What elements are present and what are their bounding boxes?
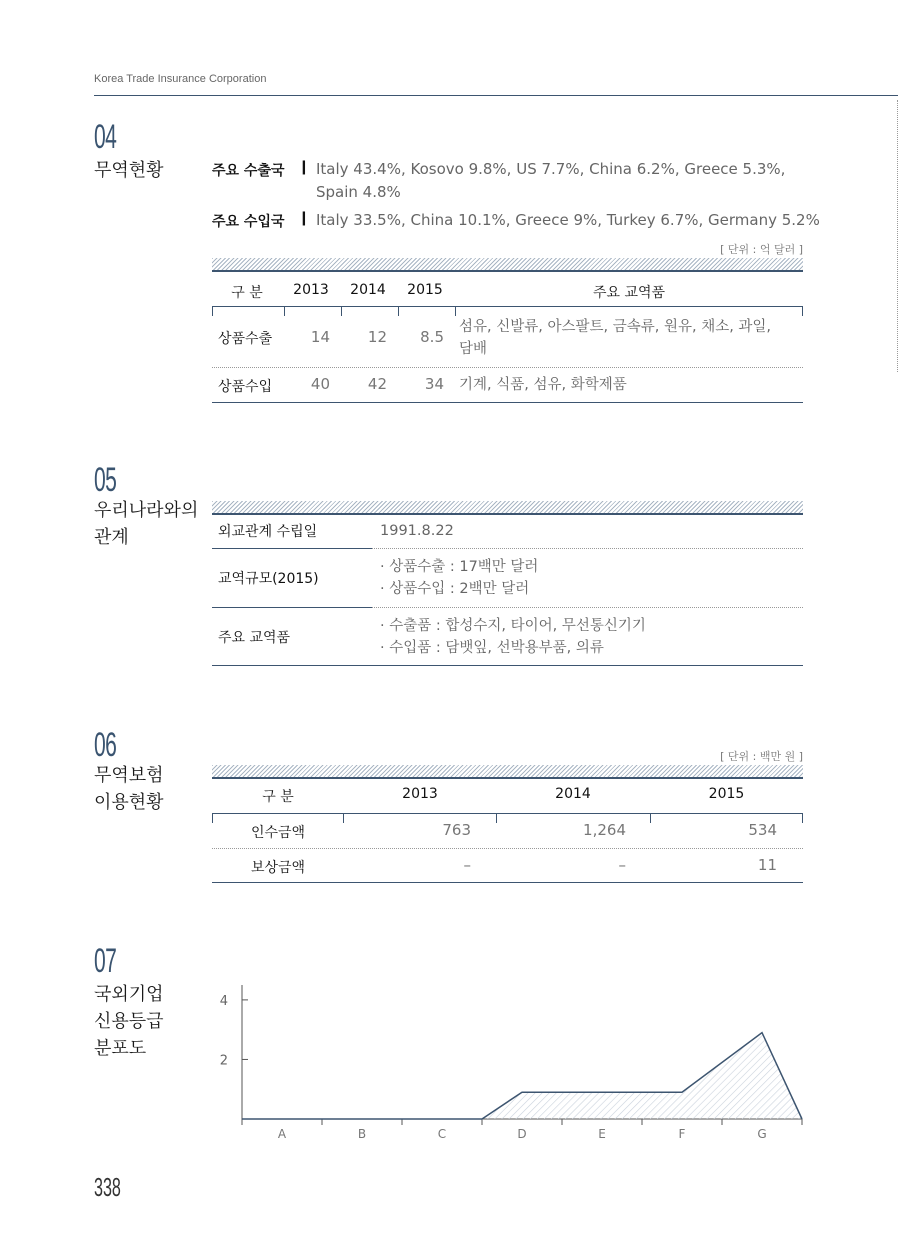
y-tick-label: 4 [219,993,228,1009]
row-divider [372,548,803,549]
trade-tick [802,306,803,316]
trade-tick [212,306,213,316]
trade-col-header-2013: 2013 [293,282,329,298]
label-divider [212,607,372,608]
s04-unit: [ 단위 : 억 달러 ] [720,243,803,256]
section-05-title-line2: 관계 [94,527,129,548]
relations-row-label: 주요 교역품 [218,630,291,646]
section-06-title-line2: 이용현황 [94,792,164,813]
y-tick-label: 2 [219,1053,228,1069]
ins-col-header-category: 구 분 [262,789,294,805]
x-tick-label: E [598,1127,606,1141]
relations-hatch [212,501,803,513]
trade-value: 34 [424,375,444,393]
x-tick-label: F [678,1127,686,1141]
row-divider [212,367,803,368]
trade-value: 40 [310,375,330,393]
x-tick-label: G [757,1127,767,1141]
relations-row-value: 1991.8.22 [380,523,454,539]
trade-tick [341,306,342,316]
export-separator: ❙ [298,159,310,175]
trade-table-bottom-rule [212,402,803,403]
trade-tick [284,306,285,316]
insurance-bottom-rule [212,882,803,883]
trade-row-label: 상품수입 [218,379,273,395]
row-divider [372,607,803,608]
ins-col-header-2015: 2015 [708,786,745,802]
trade-tick [455,306,456,316]
relations-top-rule [212,513,803,515]
section-06-number: 06 [94,726,117,764]
trade-tick [398,306,399,316]
export-countries-line1: Italy 43.4%, Kosovo 9.8%, US 7.7%, China 6.2%, Greece 5.3%, [316,160,786,178]
x-tick-label: A [277,1127,287,1141]
section-06-title-line1: 무역보험 [94,765,164,786]
trade-items-line1: 기계, 식품, 섬유, 화학제품 [459,377,627,393]
import-countries-label: 주요 수입국 [212,214,285,230]
x-tick-label: D [517,1127,527,1141]
section-07-number: 07 [94,942,117,980]
trade-items-line1: 섬유, 신발류, 아스팔트, 금속류, 원유, 채소, 과일, [459,319,772,335]
x-tick-label: B [357,1127,367,1141]
export-countries-line2: Spain 4.8% [316,183,401,201]
ins-row-label: 보상금액 [250,860,306,876]
relations-row-label: 외교관계 수립일 [218,524,318,540]
ins-value: 763 [442,821,471,839]
ins-value: 534 [748,821,777,839]
data-area [242,1033,802,1119]
ins-value: 11 [757,856,777,874]
relations-row-value-line1: · 상품수출 : 17백만 달러 [380,559,539,575]
insurance-hatch [212,765,803,777]
s06-unit: [ 단위 : 백만 원 ] [720,750,803,763]
section-07-title-line1: 국외기업 [94,984,164,1005]
page-number: 338 [94,1172,121,1202]
trade-col-header-2015: 2015 [407,282,443,298]
trade-value: 12 [367,328,387,346]
trade-table-top-rule [212,270,803,272]
credit-rating-chart [200,975,820,1145]
trade-items-line2: 담배 [459,341,488,357]
ins-value: 1,264 [583,821,626,839]
ins-col-header-2013: 2013 [402,786,438,802]
ins-row-label: 인수금액 [250,825,306,841]
section-05-number: 05 [94,461,117,499]
relations-row-value-line2: · 상품수입 : 2백만 달러 [380,581,530,597]
ins-value: – [463,856,471,874]
trade-table-hatch [212,258,803,270]
header-org: Korea Trade Insurance Corporation [94,73,267,85]
ins-header-rule [212,813,803,814]
row-divider [212,848,803,849]
ins-col-header-2014: 2014 [555,786,591,802]
export-countries-label: 주요 수출국 [212,163,285,179]
trade-value: 8.5 [420,328,444,346]
relations-bottom-rule [212,665,803,666]
ins-tick [802,813,803,823]
relations-row-value-line1: · 수출품 : 합성수지, 타이어, 무선통신기기 [380,618,646,634]
section-07-title-line3: 분포도 [94,1038,147,1059]
trade-col-header-2014: 2014 [350,282,386,298]
section-05-title-line1: 우리나라와의 [94,500,199,521]
x-tick-label: C [437,1127,447,1141]
relations-row-value-line2: · 수입품 : 담뱃잎, 선박용부품, 의류 [380,640,604,656]
trade-value: 42 [367,375,387,393]
insurance-top-rule [212,777,803,779]
trade-col-header-items: 주요 교역품 [592,285,666,301]
import-countries-value: Italy 33.5%, China 10.1%, Greece 9%, Turkey 6.7%, Germany 5.2% [316,211,820,229]
trade-row-label: 상품수출 [218,331,273,347]
trade-header-rule [212,306,803,307]
section-04-title: 무역현황 [94,160,164,181]
relations-row-label: 교역규모(2015) [218,571,319,587]
trade-col-header-category: 구 분 [231,285,263,301]
trade-value: 14 [310,328,330,346]
header-rule [94,95,898,96]
label-divider [212,548,372,549]
ins-value: – [618,856,626,874]
section-04-number: 04 [94,118,117,156]
section-07-title-line2: 신용등급 [94,1011,164,1032]
import-separator: ❙ [298,210,310,226]
